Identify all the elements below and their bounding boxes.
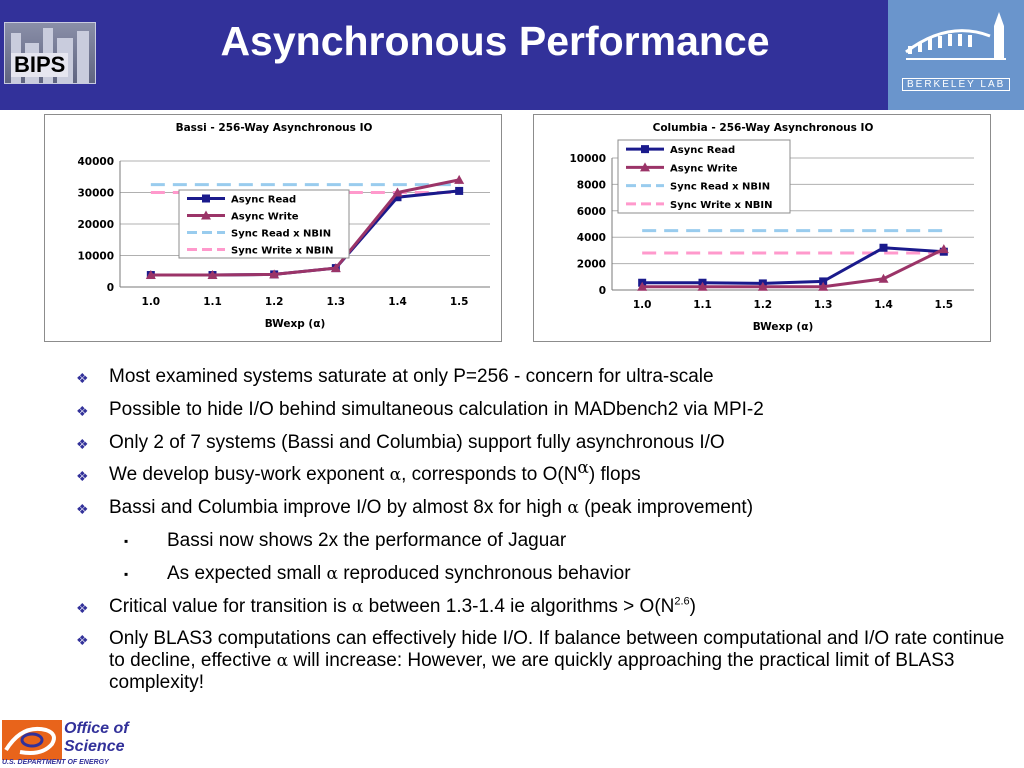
alpha-symbol: α: [351, 596, 364, 617]
x-tick-label: 1.0: [632, 299, 652, 311]
bullet-item: [72, 366, 1012, 388]
lab-building-icon: [888, 0, 1024, 80]
legend-marker: [202, 195, 210, 203]
bassi-chart-svg: [45, 115, 503, 343]
diamond-bullet-icon: ❖: [76, 370, 89, 386]
bullet-text: Most examined systems saturate at only P=256 - concern for ultra-scale: [109, 366, 714, 387]
bullet-text: Possible to hide I/O behind simultaneous calculation in MADbench2 via MPI-2: [109, 398, 764, 420]
legend-label: Sync Write x NBIN: [670, 199, 773, 211]
legend-label: Sync Read x NBIN: [231, 228, 332, 240]
legend-label: Async Write: [231, 211, 299, 223]
bassi-chart: [44, 114, 502, 342]
x-tick-label: 1.0: [141, 296, 161, 308]
legend-label: Async Write: [670, 163, 738, 175]
data-point: [455, 187, 463, 195]
bullet-text: Critical value for transition is: [109, 595, 352, 617]
x-tick-label: 1.1: [203, 296, 222, 308]
alpha-symbol: α: [326, 563, 338, 584]
doe-logo-title: [64, 720, 129, 756]
alpha-symbol: α: [577, 458, 589, 479]
x-axis-title: BWexp (α): [752, 321, 814, 333]
x-axis-title: BWexp (α): [264, 318, 326, 330]
bullet-text: Only BLAS3 computations can effectively hide I/O. If balance between computational and I/O rate continue to decline, effective: [109, 628, 1005, 672]
header-bar: [0, 0, 1024, 110]
x-tick-label: 1.2: [753, 299, 773, 311]
bullet-item: [72, 458, 1012, 486]
y-tick-label: 2000: [576, 258, 606, 271]
slide-title: Asynchronous Performance: [220, 18, 770, 64]
y-tick-label: 4000: [576, 232, 606, 245]
y-tick-label: 8000: [576, 179, 606, 192]
office-of-science-logo: [0, 718, 150, 768]
bullet-text: (peak improvement): [578, 497, 754, 519]
bips-logo-text: BIPS: [11, 53, 68, 77]
bullet-text: ) flops: [588, 464, 641, 486]
bullet-text: We develop busy-work exponent: [109, 464, 390, 486]
y-tick-label: 20000: [77, 219, 114, 231]
bullet-text: Bassi now shows 2x the performance of Jaguar: [167, 529, 567, 551]
bullet-text: Bassi and Columbia improve I/O by almost 8x for high: [109, 497, 568, 519]
columbia-chart: [533, 114, 991, 342]
square-bullet-icon: ▪: [124, 533, 129, 548]
bullet-item: [72, 628, 1012, 694]
diamond-bullet-icon: ❖: [76, 468, 89, 485]
bullet-text: will increase: However, we are quickly approaching the practical limit of BLAS3 complexity!: [109, 650, 955, 694]
bullet-text: Only 2 of 7 systems (Bassi and Columbia) support fully asynchronous I/O: [109, 431, 725, 453]
alpha-symbol: α: [567, 498, 579, 519]
diamond-bullet-icon: ❖: [76, 632, 89, 649]
superscript: [577, 458, 589, 479]
y-tick-label: 30000: [77, 187, 114, 200]
x-tick-label: 1.4: [874, 299, 893, 311]
superscript: 2.6: [674, 595, 690, 608]
sub-bullet-item: [72, 563, 1012, 585]
x-tick-label: 1.2: [264, 296, 284, 308]
y-tick-label: 0: [106, 282, 114, 294]
bullet-text: ): [689, 595, 696, 617]
alpha-symbol: α: [276, 651, 289, 672]
data-point: [880, 244, 888, 252]
y-tick-label: 0: [598, 285, 606, 297]
legend-label: Async Read: [670, 145, 736, 157]
doe-logo-line1: Office of: [64, 720, 129, 737]
x-tick-label: 1.1: [693, 299, 712, 311]
bullet-list: [72, 366, 1012, 705]
bullet-text: between 1.3-1.4 ie algorithms > O(N: [363, 595, 675, 617]
legend-label: Sync Read x NBIN: [670, 181, 771, 193]
bips-logo: [4, 22, 96, 84]
chart-title: Bassi - 256-Way Asynchronous IO: [175, 122, 373, 134]
bullet-text: reproduced synchronous behavior: [337, 562, 631, 584]
bullet-text: , corresponds to O(N: [401, 464, 578, 486]
y-tick-label: 6000: [576, 205, 606, 218]
diamond-bullet-icon: ❖: [76, 501, 89, 518]
berkeley-lab-text: BERKELEY LAB: [902, 78, 1010, 91]
x-tick-label: 1.3: [326, 296, 346, 308]
legend-label: Async Read: [231, 194, 297, 206]
diamond-bullet-icon: ❖: [76, 435, 89, 452]
sub-bullet-item: [72, 530, 1012, 552]
square-bullet-icon: ▪: [124, 566, 129, 581]
y-tick-label: 10000: [569, 153, 606, 165]
bullet-item: [72, 596, 1012, 618]
chart-title: Columbia - 256-Way Asynchronous IO: [652, 122, 874, 134]
columbia-chart-svg: [534, 115, 992, 343]
doe-logo-subtitle: U.S. DEPARTMENT OF ENERGY: [2, 759, 109, 766]
berkeley-lab-logo: [888, 0, 1024, 110]
diamond-bullet-icon: ❖: [76, 599, 89, 616]
y-tick-label: 40000: [77, 156, 114, 168]
x-tick-label: 1.5: [934, 299, 954, 311]
legend-label: Sync Write x NBIN: [231, 245, 334, 257]
legend-marker: [641, 145, 649, 153]
y-tick-label: 10000: [77, 250, 114, 263]
alpha-symbol: α: [389, 465, 402, 486]
bullet-item: [72, 399, 1012, 421]
doe-logo-line2: Science: [64, 738, 125, 755]
x-tick-label: 1.5: [449, 296, 469, 308]
doe-emblem-icon: [2, 720, 62, 760]
x-tick-label: 1.3: [813, 299, 833, 311]
bullet-item: [72, 497, 1012, 519]
bullet-item: [72, 432, 1012, 454]
bullet-text: As expected small: [167, 562, 327, 584]
x-tick-label: 1.4: [388, 296, 407, 308]
diamond-bullet-icon: ❖: [76, 402, 89, 419]
